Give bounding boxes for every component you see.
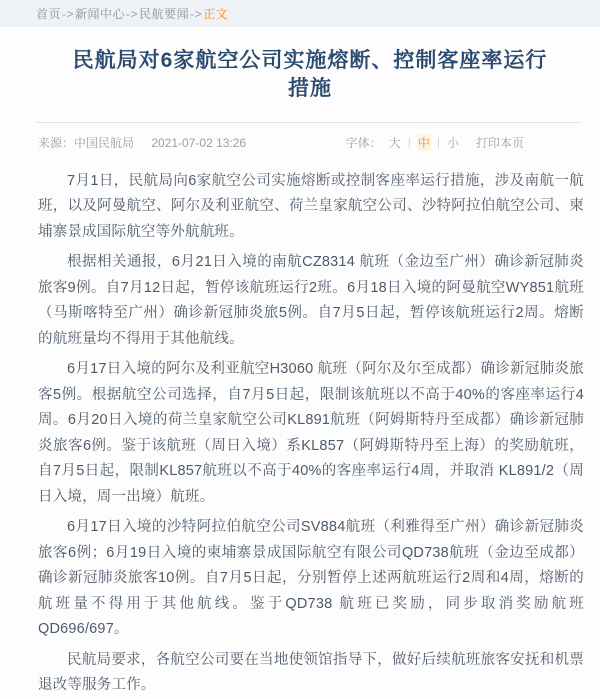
article-paragraph: 6月17日入境的沙特阿拉伯航空公司SV884航班（利雅得至广州）确诊新冠肺炎旅客6例；6月19日入境的柬埔寨景成国际航空有限公司QD738航班（金边至成都）确诊新冠肺炎旅客10例。自7月5日起，分别暂停上述两航班运行2周和4周，熔断的航班量不得用于其他航线。鉴于QD738 航班已奖励，同步取消奖励航班 QD696/697。: [38, 519, 584, 638]
font-size-separator: |: [436, 135, 440, 150]
article-meta-right: [346, 134, 524, 151]
article-paragraph: 民航局要求，各航空公司要在当地使领馆指导下，做好后续航班旅客安抚和机票退改等服务工作。: [38, 651, 584, 694]
article-meta-row: [36, 123, 584, 159]
breadcrumb-link-caac-news[interactable]: 民航要闻: [139, 7, 190, 21]
font-size-label: 字体：: [345, 135, 382, 150]
breadcrumb-separator: ->: [62, 7, 75, 21]
breadcrumb-separator: ->: [126, 7, 139, 21]
source-label: 来源：中国民航局: [38, 135, 135, 150]
font-size-separator: |: [407, 135, 411, 150]
print-page-button[interactable]: 打印本页: [475, 135, 524, 150]
breadcrumb-separator: ->: [190, 7, 203, 21]
breadcrumb: [0, 0, 600, 27]
font-size-small-button[interactable]: 小: [446, 135, 459, 150]
breadcrumb-current-page: 正文: [203, 7, 229, 21]
font-size-medium-button[interactable]: 中: [417, 135, 430, 150]
article-paragraph: 6月17日入境的阿尔及利亚航空H3060 航班（阿尔及尔至成都）确诊新冠肺炎旅客5例。根据航空公司选择，自7月5日起，限制该航班以不高于40%的客座率运行4周。6月20日入境的荷兰皇家航空公司KL891航班（阿姆斯特丹至成都）确诊新冠肺炎旅客6例。鉴于该航班（周日入境）系KL857（阿姆斯特丹至上海）的奖励航班，自7月5日起，限制KL857航班以不高于40%的客座率运行4周，并取消 KL891/2（周日入境，周一出境）航班。: [38, 361, 584, 505]
breadcrumb-link-news-center[interactable]: 新闻中心: [75, 7, 126, 21]
article-meta-left: [38, 134, 246, 151]
publish-datetime: 2021-07-02 13:26: [151, 135, 247, 150]
article-paragraph: 根据相关通报，6月21日入境的南航CZ8314 航班（金边至广州）确诊新冠肺炎旅客9例。自7月12日起，暂停该航班运行2班。6月18日入境的阿曼航空WY851航班（马斯喀特至广州）确诊新冠肺炎旅5例。自7月5日起，暂停该航班运行2周。熔断的航班量均不得用于其他航线。: [38, 254, 584, 347]
font-size-large-button[interactable]: 大: [388, 135, 401, 150]
article-body: [36, 159, 584, 699]
page-title: 民航局对6家航空公司实施熔断、控制客座率运行措施: [72, 49, 548, 101]
article-container: [0, 47, 600, 699]
breadcrumb-link-home[interactable]: 首页: [36, 7, 62, 21]
article-paragraph: 7月1日，民航局向6家航空公司实施熔断或控制客座率运行措施，涉及南航一航班，以及阿曼航空、阿尔及利亚航空、荷兰皇家航空公司、沙特阿拉伯航空公司、柬埔寨景成国际航空等外航航班。: [38, 172, 584, 240]
